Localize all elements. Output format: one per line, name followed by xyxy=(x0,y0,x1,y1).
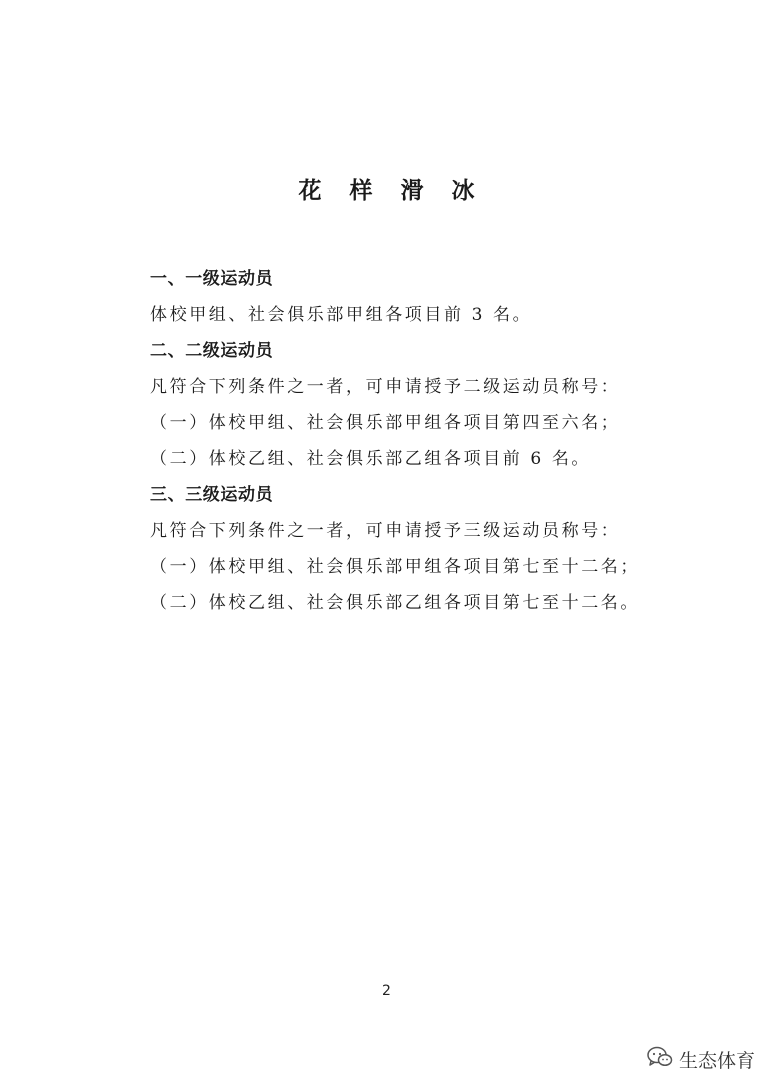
section-3-line-3: （二）体校乙组、社会俱乐部乙组各项目第七至十二名。 xyxy=(150,593,640,613)
section-2-line-1: 凡符合下列条件之一者，可申请授予二级运动员称号： xyxy=(150,377,621,397)
section-heading-level-1: 一、一级运动员 xyxy=(150,269,274,289)
section-3-line-1: 凡符合下列条件之一者，可申请授予三级运动员称号： xyxy=(150,521,621,541)
watermark xyxy=(647,1046,755,1073)
section-heading-level-3: 三、三级运动员 xyxy=(150,485,274,505)
section-2-line-3: （二）体校乙组、社会俱乐部乙组各项目前 6 名。 xyxy=(150,449,592,469)
section-1-line-1: 体校甲组、社会俱乐部甲组各项目前 3 名。 xyxy=(150,305,533,325)
section-heading-level-2: 二、二级运动员 xyxy=(150,341,274,361)
section-3-line-2: （一）体校甲组、社会俱乐部甲组各项目第七至十二名； xyxy=(150,557,640,577)
section-2-line-2: （一）体校甲组、社会俱乐部甲组各项目第四至六名； xyxy=(150,413,621,433)
document-title: 花 样 滑 冰 xyxy=(298,177,485,204)
page-number: 2 xyxy=(382,983,391,999)
watermark-label: 生态体育 xyxy=(678,1050,755,1072)
wechat-icon xyxy=(647,1046,673,1073)
